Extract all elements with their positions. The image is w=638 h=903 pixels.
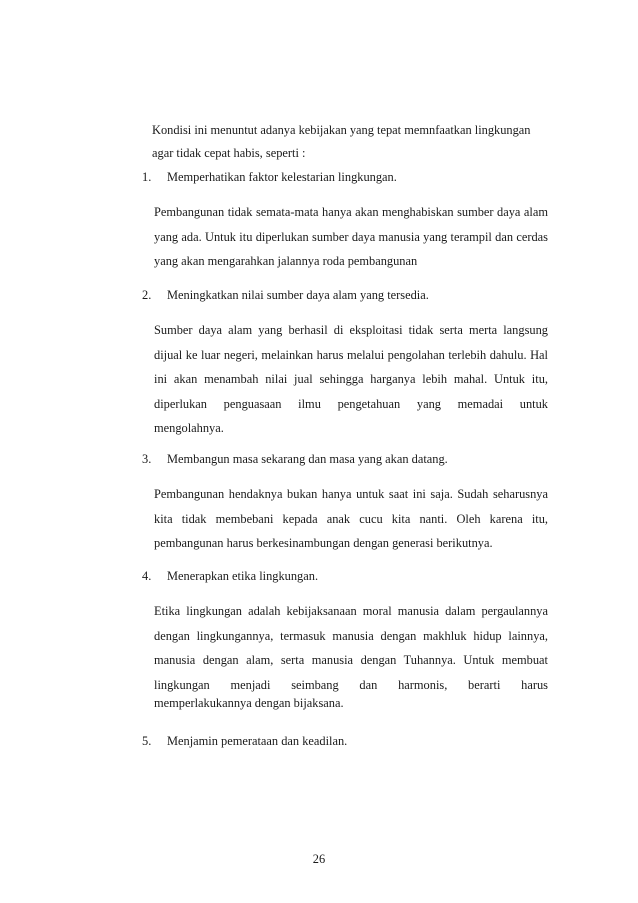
item-1-number: 1. xyxy=(142,170,152,184)
intro-line-2: agar tidak cepat habis, seperti : xyxy=(152,146,306,160)
intro-line-1: Kondisi ini menuntut adanya kebijakan yang tepat memnfaatkan lingkungan xyxy=(152,123,531,137)
page-number: 26 xyxy=(312,852,326,866)
item-3-heading xyxy=(142,449,562,469)
item-2-body-last-line: mengolahnya. xyxy=(154,421,224,435)
item-1-heading-text: Memperhatikan faktor kelestarian lingkungan. xyxy=(167,170,397,184)
item-4-heading xyxy=(142,566,562,586)
item-3-body: Pembangunan hendaknya bukan hanya untuk saat ini saja. Sudah seharusnya kita tidak membebani kepada anak cucu kita nanti. Oleh karena itu, pembangunan harus berkesinambungan dengan generasi berikutnya. xyxy=(154,487,548,550)
item-2-heading-text: Meningkatkan nilai sumber daya alam yang tersedia. xyxy=(167,288,429,302)
item-2-body-main: Sumber daya alam yang berhasil di eksploitasi tidak serta merta langsung dijual ke luar negeri, melainkan harus melalui pengolahan terlebih dahulu. Hal ini akan menambah nilai jual sehingga harganya lebih mahal. Untuk itu, diperlukan penguasaan ilmu pengetahuan yang memadai untuk xyxy=(154,323,548,411)
item-4-body-main: Etika lingkungan adalah kebijaksanaan moral manusia dalam pergaulannya dengan lingkungannya, termasuk manusia dengan makhluk hidup lainnya, manusia dengan alam, serta manusia dengan Tuhannya. Untuk membuat lingkungan menjadi seimbang dan harmonis, berarti harus xyxy=(154,604,548,692)
item-4-body-last-line: memperlakukannya dengan bijaksana. xyxy=(154,696,344,710)
item-2-body xyxy=(154,318,548,416)
item-4-body xyxy=(154,599,548,697)
intro-paragraph xyxy=(152,119,548,165)
item-5-heading xyxy=(142,731,562,751)
item-1-body: Pembangunan tidak semata-mata hanya akan menghabiskan sumber daya alam yang ada. Untuk itu diperlukan sumber daya manusia yang terampil dan cerdas yang akan mengarahkan jalannya roda pembangunan xyxy=(154,205,548,268)
item-5-number: 5. xyxy=(142,734,152,748)
item-4-heading-text: Menerapkan etika lingkungan. xyxy=(167,569,319,583)
item-2-heading xyxy=(142,285,562,305)
item-2-number: 2. xyxy=(142,288,152,302)
item-3-heading-text: Membangun masa sekarang dan masa yang akan datang. xyxy=(167,452,448,466)
item-4-number: 4. xyxy=(142,569,152,583)
item-1-heading xyxy=(142,167,562,187)
item-5-heading-text: Menjamin pemerataan dan keadilan. xyxy=(167,734,348,748)
item-3-number: 3. xyxy=(142,452,152,466)
